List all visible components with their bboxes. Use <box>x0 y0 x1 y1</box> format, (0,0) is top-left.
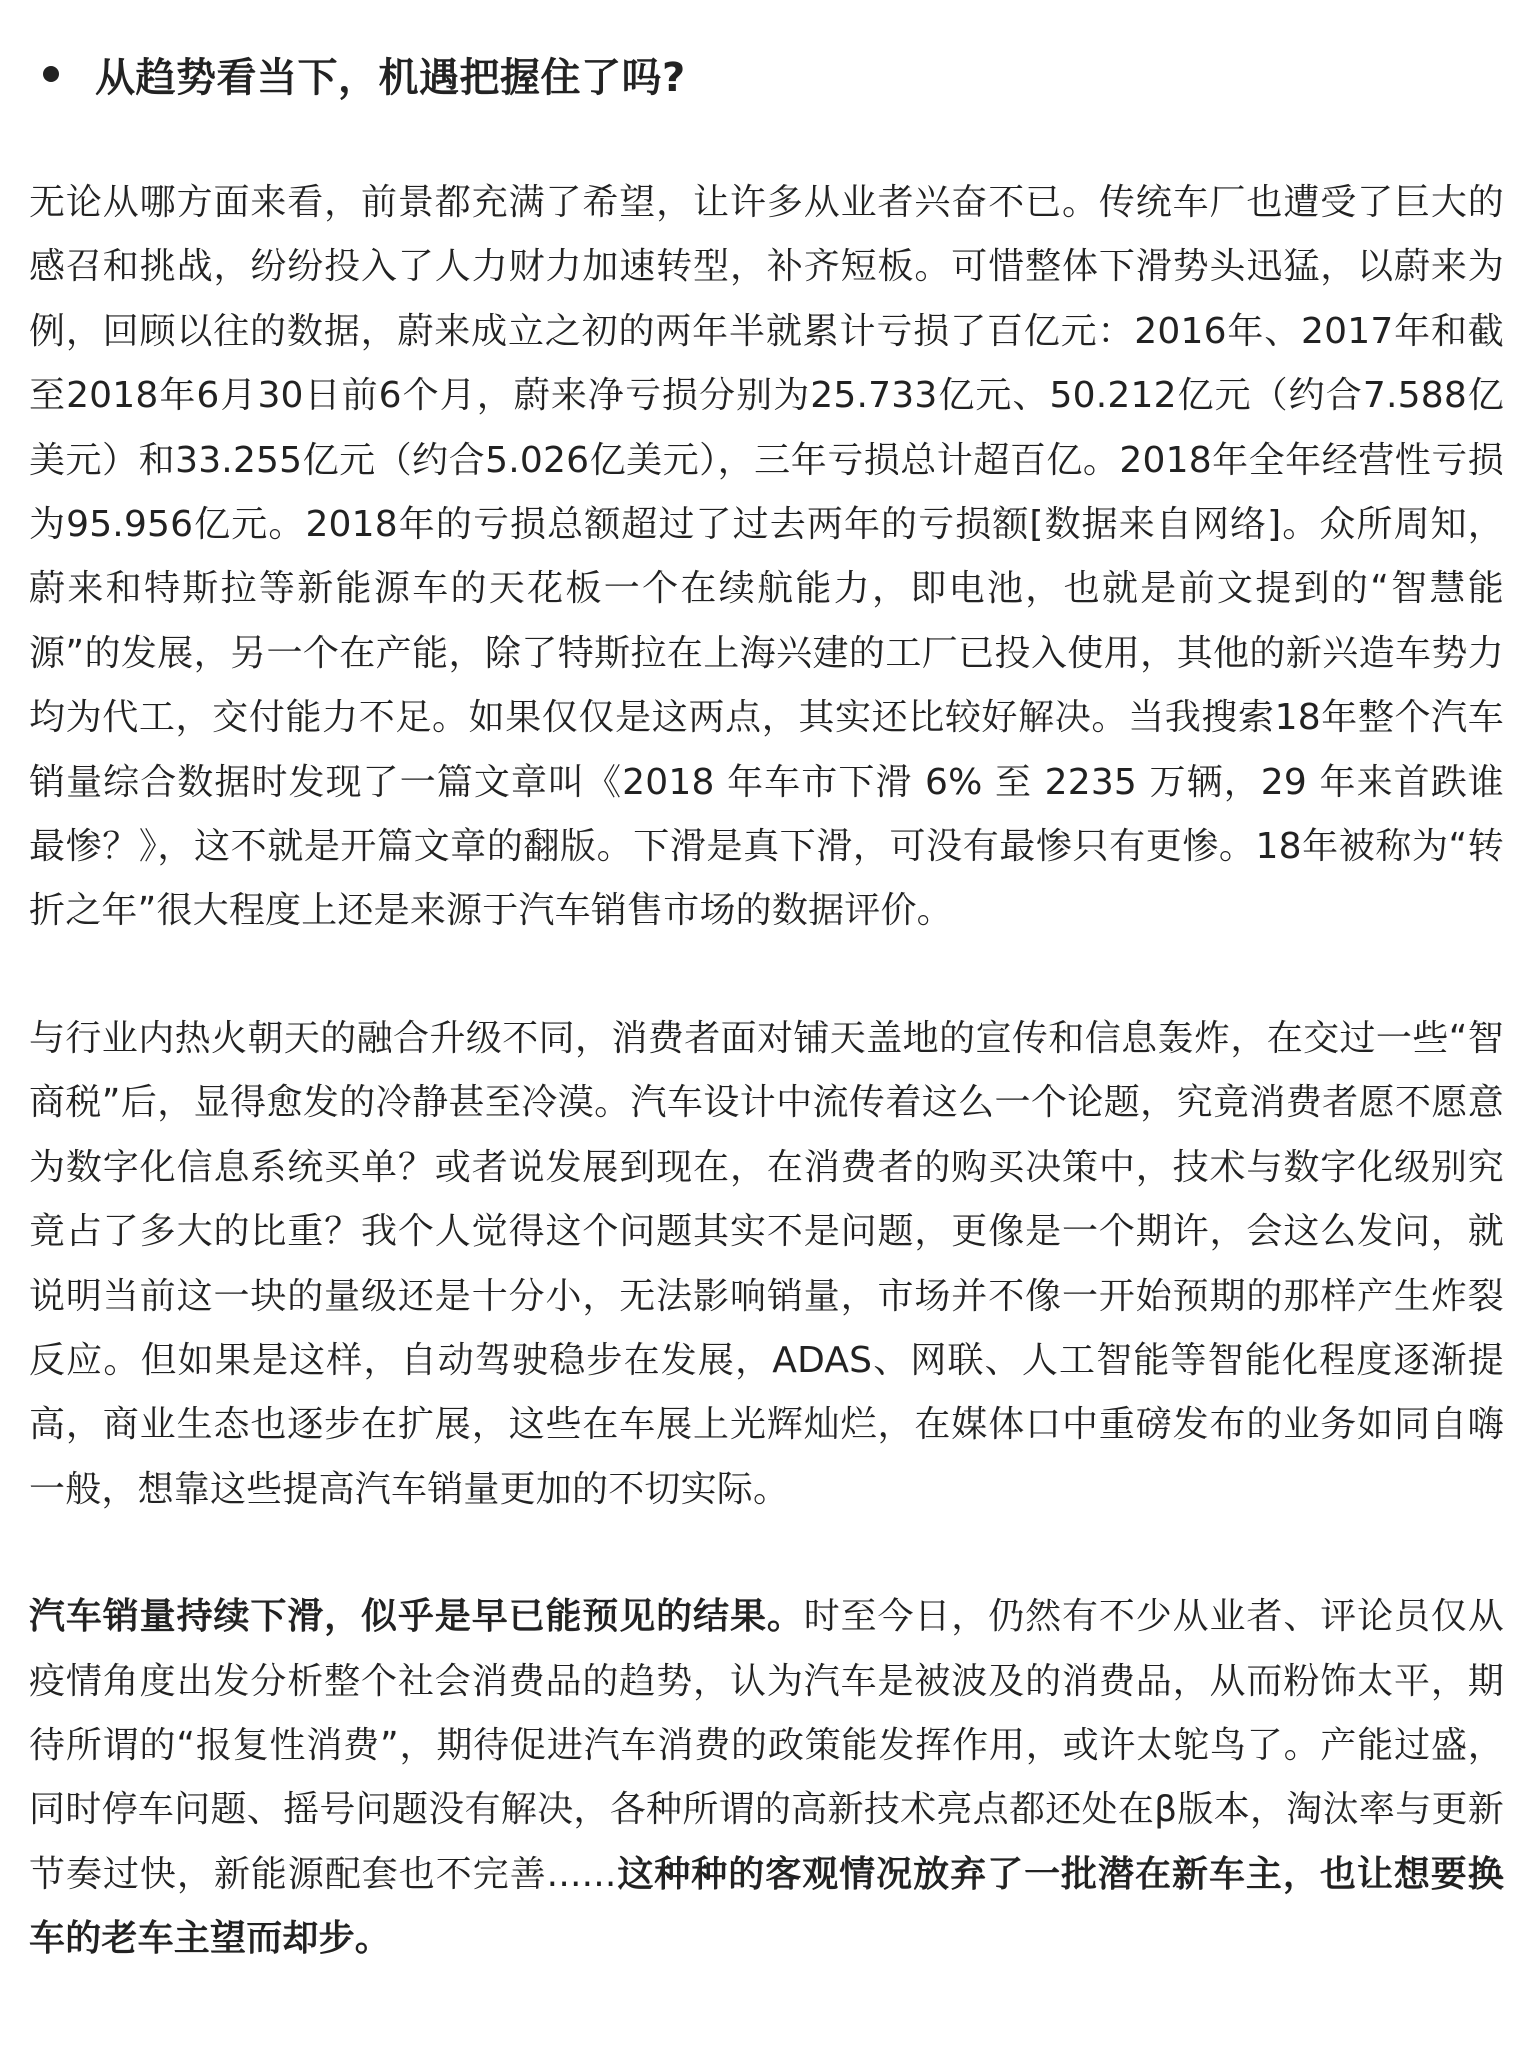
article <box>29 0 1504 1972</box>
paragraph-body-text: 时至今日，仍然有不少从业者、评论员仅从疫情角度出发分析整个社会消费品的趋势，认为汽车是被波及的消费品，从而粉饰太平，期待所谓的“报复性消费”，期待促进汽车消费的政策能发挥作用，或许太鸵鸟了。产能过盛，同时停车问题、摇号问题没有解决，各种所谓的高新技术亮点都还处在β版本，淘汰率与更新节奏过快，新能源配套也不完善...... <box>29 1596 1504 1895</box>
paragraph-sales-decline <box>29 1585 1504 1971</box>
paragraph-nio-losses: 无论从哪方面来看，前景都充满了希望，让许多从业者兴奋不已。传统车厂也遭受了巨大的感召和挑战，纷纷投入了人力财力加速转型，补齐短板。可惜整体下滑势头迅猛，以蔚来为例，回顾以往的数据，蔚来成立之初的两年半就累计亏损了百亿元：2016年、2017年和截至2018年6月30日前6个月，蔚来净亏损分别为25.733亿元、50.212亿元（约合7.588亿美元）和33.255亿元（约合5.026亿美元），三年亏损总计超百亿。2018年全年经营性亏损为95.956亿元。2018年的亏损总额超过了过去两年的亏损额[数据来自网络]。众所周知，蔚来和特斯拉等新能源车的天花板一个在续航能力，即电池，也就是前文提到的“智慧能源”的发展，另一个在产能，除了特斯拉在上海兴建的工厂已投入使用，其他的新兴造车势力均为代工，交付能力不足。如果仅仅是这两点，其实还比较好解决。当我搜索18年整个汽车销量综合数据时发现了一篇文章叫《2018 年车市下滑 6% 至 2235 万辆，29 年来首跌谁最惨？》，这不就是开篇文章的翻版。下滑是真下滑，可没有最惨只有更惨。18年被称为“转折之年”很大程度上还是来源于汽车销售市场的数据评价。 <box>29 182 1504 932</box>
bold-closing-sentence: 这种种的客观情况放弃了一批潜在新车主，也让想要换车的老车主望而却步。 <box>29 1853 1504 1960</box>
bullet-icon <box>43 66 59 82</box>
paragraph-consumer-attitude: 与行业内热火朝天的融合升级不同，消费者面对铺天盖地的宣传和信息轰炸，在交过一些“智商税”后，显得愈发的冷静甚至冷漠。汽车设计中流传着这么一个论题，究竟消费者愿不愿意为数字化信息系统买单？或者说发展到现在，在消费者的购买决策中，技术与数字化级别究竟占了多大的比重？我个人觉得这个问题其实不是问题，更像是一个期许，会这么发问，就说明当前这一块的量级还是十分小，无法影响销量，市场并不像一开始预期的那样产生炸裂反应。但如果是这样，自动驾驶稳步在发展，ADAS、网联、人工智能等智能化程度逐渐提高，商业生态也逐步在扩展，这些在车展上光辉灿烂，在媒体口中重磅发布的业务如同自嗨一般，想靠这些提高汽车销量更加的不切实际。 <box>29 1017 1504 1510</box>
section-heading <box>29 44 1504 104</box>
bold-lead-sentence: 汽车销量持续下滑，似乎是早已能预见的结果。 <box>29 1596 804 1638</box>
section-heading-text: 从趋势看当下，机遇把握住了吗? <box>95 54 686 101</box>
